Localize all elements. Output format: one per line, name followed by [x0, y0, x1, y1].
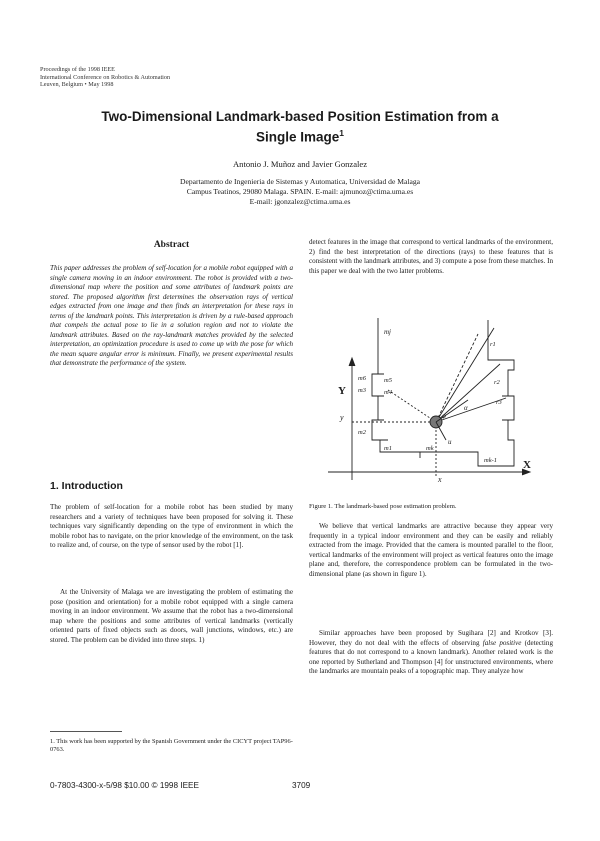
right-paragraph-2: We believe that vertical landmarks are attractive because they appear very frequently in a typical indoor environment and they can be easily and reliably extracted from the image. Provided that the camera is mounted parallel to the floor, vertical landmarks of the environment will project as vertical features onto the image plane and, therefore, the correspondence problem can be formulated in the two-dimensional plane (as shown in figure 1). [309, 522, 553, 578]
intro-paragraph-2: At the University of Malaga we are investigating the problem of estimating the pose (position and orientation) for a mobile robot equipped with a single camera moving in an indoor environment. We assume that the robot has a two-dimensional map where the positions and some attributes of vertical landmarks (vertically oriented parts of fixed objects such as doors, wall junctions, windows, etc.) are stored. The problem can be divided into three steps. 1) [50, 588, 293, 644]
label-alpha: α [464, 404, 468, 412]
proceedings-line: Leuven, Belgium • May 1998 [40, 81, 114, 89]
label-mk1: mk-1 [484, 457, 497, 464]
affiliation-line: Campus Teatinos, 29080 Malaga. SPAIN. E-mail: ajmunoz@ctima.uma.es [186, 187, 414, 196]
proceedings-line: Proceedings of the 1998 IEEE [40, 66, 115, 73]
ray-m3 [388, 390, 436, 422]
label-x: x [438, 475, 442, 484]
label-m6: m6 [358, 375, 366, 382]
affiliation-line: E-mail: jgonzalez@ctima.uma.es [249, 197, 351, 206]
right-paragraph-3-part-1: Similar approaches have been proposed by Sugihara [2] and Krotkov [3]. However, they do not deal with the effects of observing [309, 629, 553, 647]
label-mk: mk [426, 445, 434, 452]
proceedings-info [40, 66, 170, 89]
paper-title-text: Two-Dimensional Landmark-based Position Estimation from a Single Image [101, 109, 499, 145]
affiliation [0, 177, 600, 207]
figure-1-diagram [318, 300, 546, 484]
section-heading-introduction: 1. Introduction [50, 480, 123, 492]
y-arrow [349, 358, 355, 366]
label-phi: φ [442, 412, 446, 420]
right-paragraph-3-part-2: (detecting features that do not correspond to a known landmark). Another related work is the one reported by Sutherland and Thompson [4] for unstructured environments, where the landmarks are mountain peaks of a topographic map. They analyze how [309, 638, 553, 676]
label-r3: r3 [496, 399, 502, 406]
label-u: u [448, 438, 452, 446]
label-m2: m2 [358, 429, 366, 436]
label-m4: m4 [384, 389, 392, 396]
axis-label-y: Y [338, 385, 346, 397]
page-number: 3709 [292, 781, 311, 790]
affiliation-line: Departamento de Ingenieria de Sistemas y Automatica, Universidad de Malaga [180, 177, 420, 186]
abstract-text: This paper addresses the problem of self-location for a mobile robot equipped with a single camera moving in an indoor environment. The robot is provided with a two-dimensional map where the position and some attributes of landmark points are stored. The proposed algorithm first determines the observation rays of vertical edges extracted from one image and then finds an interpretation for these rays in terms of the landmark points. This interpretation is driven by a rule-based approach that compels the actual pose to lie in a solution region and not to violate the landmark attributes. Based on the ray-landmark matches provided by the selected interpretation, an optimization procedure is used to come up with the pose for which the mean square angular error is minimum. Finally, we present experimental results that demonstrate the performance of the system. [50, 264, 293, 368]
axis-label-x: X [523, 459, 531, 471]
label-mj: mj [384, 328, 391, 336]
right-paragraph-3 [309, 629, 553, 677]
copyright-line: 0-7803-4300-x-5/98 $10.00 © 1998 IEEE [50, 781, 199, 790]
label-r2: r2 [494, 379, 500, 386]
intro-paragraph-1: The problem of self-location for a mobile robot has been studied by many researchers and a variety of techniques have been proposed for solving it. These techniques vary significantly depending on the type of environment in which the mobile robot has to navigate, on the prior knowledge of the environment, on the task to realize and, of course, on the type of sensor used by the robot [1]. [50, 503, 293, 550]
emphasis-false-positive: false positive [482, 638, 522, 647]
right-paragraph-1: detect features in the image that correspond to vertical landmarks of the environment, 2) find the best interpretation of the directions (rays) to these features that is consistent with the landmark attributes, and 3) compute a pose from these matches. In this paper we deal with the two latter problems. [309, 238, 553, 275]
abstract-heading: Abstract [153, 240, 190, 250]
figure-1 [318, 300, 546, 484]
label-m5: m5 [384, 377, 392, 384]
label-y: y [340, 413, 344, 422]
label-m3: m3 [358, 387, 366, 394]
title-footnote-mark: 1 [339, 128, 344, 138]
footnote-divider [50, 731, 122, 732]
paper-authors: Antonio J. Muñoz and Javier Gonzalez [232, 159, 368, 169]
footnote: 1. This work has been supported by the Spanish Government under the CICYT project TAP96-0763. [50, 738, 293, 753]
label-m1: m1 [384, 445, 392, 452]
ray-r1b [436, 334, 478, 422]
paper-title [80, 108, 520, 146]
proceedings-line: International Conference on Robotics & Automation [40, 73, 171, 81]
label-r1: r1 [490, 341, 496, 348]
figure-caption: Figure 1. The landmark-based pose estimation problem. [309, 503, 457, 510]
